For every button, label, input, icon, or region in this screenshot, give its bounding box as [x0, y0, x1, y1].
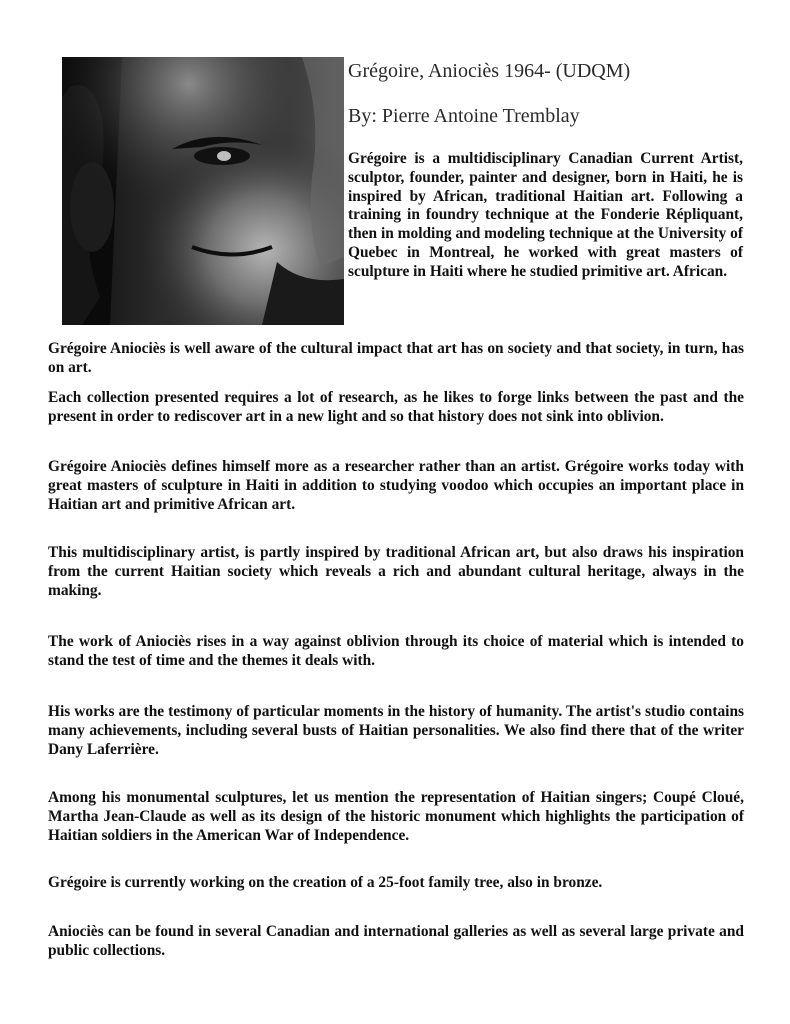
body-paragraph: The work of Aniociès rises in a way against oblivion through its choice of material which is intended to stand the test of time and the themes it deals with. — [48, 633, 744, 669]
author-byline: By: Pierre Antoine Tremblay — [348, 105, 580, 127]
body-paragraph: Aniociès can be found in several Canadian and international galleries as well as several large private and public collections. — [48, 923, 744, 959]
artist-portrait-photo — [62, 57, 344, 325]
document-title: Grégoire, Aniociès 1964- (UDQM) — [348, 60, 631, 82]
body-paragraph: Grégoire is currently working on the creation of a 25-foot family tree, also in bronze. — [48, 874, 603, 891]
body-paragraph: His works are the testimony of particular moments in the history of humanity. The artist's studio contains many achievements, including several busts of Haitian personalities. We also find there that of the writer Dany Laferrière. — [48, 703, 744, 758]
body-paragraph: Among his monumental sculptures, let us mention the representation of Haitian singers; Coupé Cloué, Martha Jean-Claude as well as its design of the historic monument which highlights the participation of Haitian soldiers in the American War of Independence. — [48, 789, 744, 844]
body-paragraph: Grégoire Aniociès is well aware of the cultural impact that art has on society and that society, in turn, has on art. — [48, 340, 744, 376]
body-paragraph: This multidisciplinary artist, is partly inspired by traditional African art, but also draws his inspiration from the current Haitian society which reveals a rich and abundant cultural heritage, always in the making. — [48, 544, 744, 599]
intro-paragraph: Grégoire is a multidisciplinary Canadian Current Artist, sculptor, founder, painter and designer, born in Haiti, he is inspired by African, traditional Haitian art. Following a training in foundry technique at the Fonderie Répliquant, then in molding and modeling technique at the University of Quebec in Montreal, he worked with great masters of sculpture in Haiti where he studied primitive art. African. — [348, 150, 743, 280]
body-paragraph: Each collection presented requires a lot of research, as he likes to forge links between the past and the present in order to rediscover art in a new light and so that history does not sink into oblivion. — [48, 389, 744, 425]
body-paragraph: Grégoire Aniociès defines himself more as a researcher rather than an artist. Grégoire works today with great masters of sculpture in Haiti in addition to studying voodoo which occupies an important place in Haitian art and primitive African art. — [48, 458, 744, 513]
